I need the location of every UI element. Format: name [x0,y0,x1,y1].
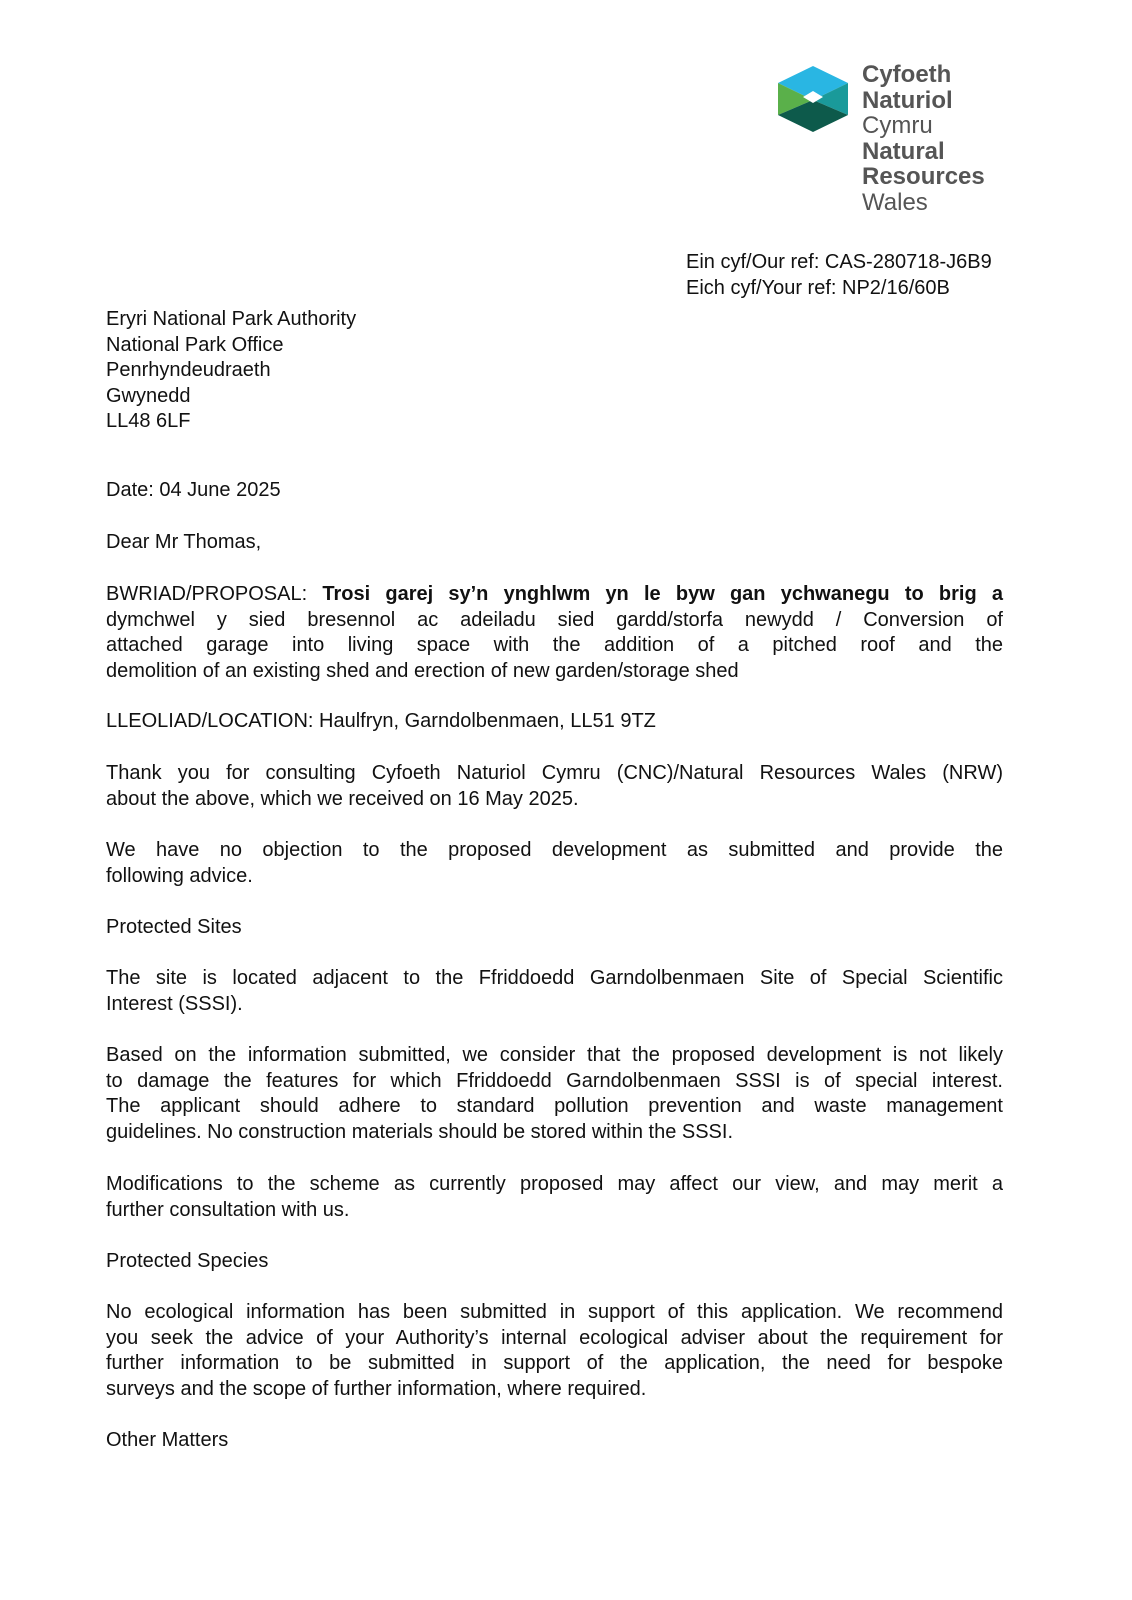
nrw-logo-text [862,62,985,215]
logo-word: Natural [862,137,945,165]
text-line: Based on the information submitted, we consider that the proposed development is not likely [106,1044,1003,1066]
logo-word: Resources [862,163,985,190]
logo-word: Wales [862,188,928,216]
proposal [106,582,1003,684]
logo-word: Cymru [862,112,933,139]
text-line: following advice. [106,864,253,887]
text-line: The site is located adjacent to the Ffriddoedd Garndolbenmaen Site of Special Scientific [106,967,1003,989]
text-line: to damage the features for which Ffriddoedd Garndolbenmaen SSSI is of special interest. [106,1069,1003,1092]
paragraph-ecology [106,1300,1003,1402]
text-line: you seek the advice of your Authority’s internal ecological adviser about the requirement for [106,1326,1003,1349]
paragraph-based-on [106,1043,1003,1145]
date: Date: 04 June 2025 [106,479,281,501]
text-line: Modifications to the scheme as currently proposed may affect our view, and may merit a [106,1173,1003,1195]
text-line: The applicant should adhere to standard pollution prevention and waste management [106,1095,1003,1118]
text-line: Thank you for consulting Cyfoeth Naturiol Cymru (CNC)/Natural Resources Wales (NRW) [106,762,1003,784]
text-line: about the above, which we received on 16 May 2025. [106,787,579,810]
address-line: National Park Office [106,333,284,356]
proposal-line [106,582,1003,608]
paragraph-modifications [106,1172,1003,1223]
text-line: further information to be submitted in support of the application, the need for bespoke [106,1352,1003,1375]
text-line: guidelines. No construction materials should be stored within the SSSI. [106,1120,734,1143]
address-line: Gwynedd [106,384,191,407]
nrw-logo-icon [776,64,850,134]
heading-other-matters: Other Matters [106,1429,229,1451]
salutation: Dear Mr Thomas, [106,531,262,553]
paragraph-no-objection [106,838,1003,889]
your-ref: Eich cyf/Your ref: NP2/16/60B [686,276,950,299]
proposal-welsh-bold: Trosi garej sy’n ynghlwm yn le byw gan ychwanegu to brig a [322,583,1003,605]
heading-protected-sites: Protected Sites [106,916,242,938]
text-line: Interest (SSSI). [106,992,243,1015]
our-ref: Ein cyf/Our ref: CAS-280718-J6B9 [686,251,992,273]
recipient-address [106,307,1003,435]
text-line: We have no objection to the proposed development as submitted and provide the [106,839,1003,861]
heading-protected-species: Protected Species [106,1250,269,1272]
text-line: further consultation with us. [106,1198,350,1221]
paragraph-site [106,966,1003,1017]
proposal-label: BWRIAD/PROPOSAL: [106,583,323,605]
paragraph-thanks [106,761,1003,812]
text-line: surveys and the scope of further information, where required. [106,1377,647,1400]
address-line: Penrhyndeudraeth [106,359,271,382]
address-line: LL48 6LF [106,410,191,433]
text-line: No ecological information has been submitted in support of this application. We recommend [106,1301,1003,1323]
proposal-line: dymchwel y sied bresennol ac adeiladu sied gardd/storfa newydd / Conversion of [106,608,1003,631]
proposal-line: demolition of an existing shed and erection of new garden/storage shed [106,659,739,682]
logo-word: Cyfoeth [862,61,952,88]
address-line: Eryri National Park Authority [106,308,357,330]
references [686,250,992,301]
proposal-line: attached garage into living space with the addition of a pitched roof and the [106,634,1003,657]
logo-word: Naturiol [862,86,953,114]
location: LLEOLIAD/LOCATION: Haulfryn, Garndolbenmaen, LL51 9TZ [106,710,656,732]
